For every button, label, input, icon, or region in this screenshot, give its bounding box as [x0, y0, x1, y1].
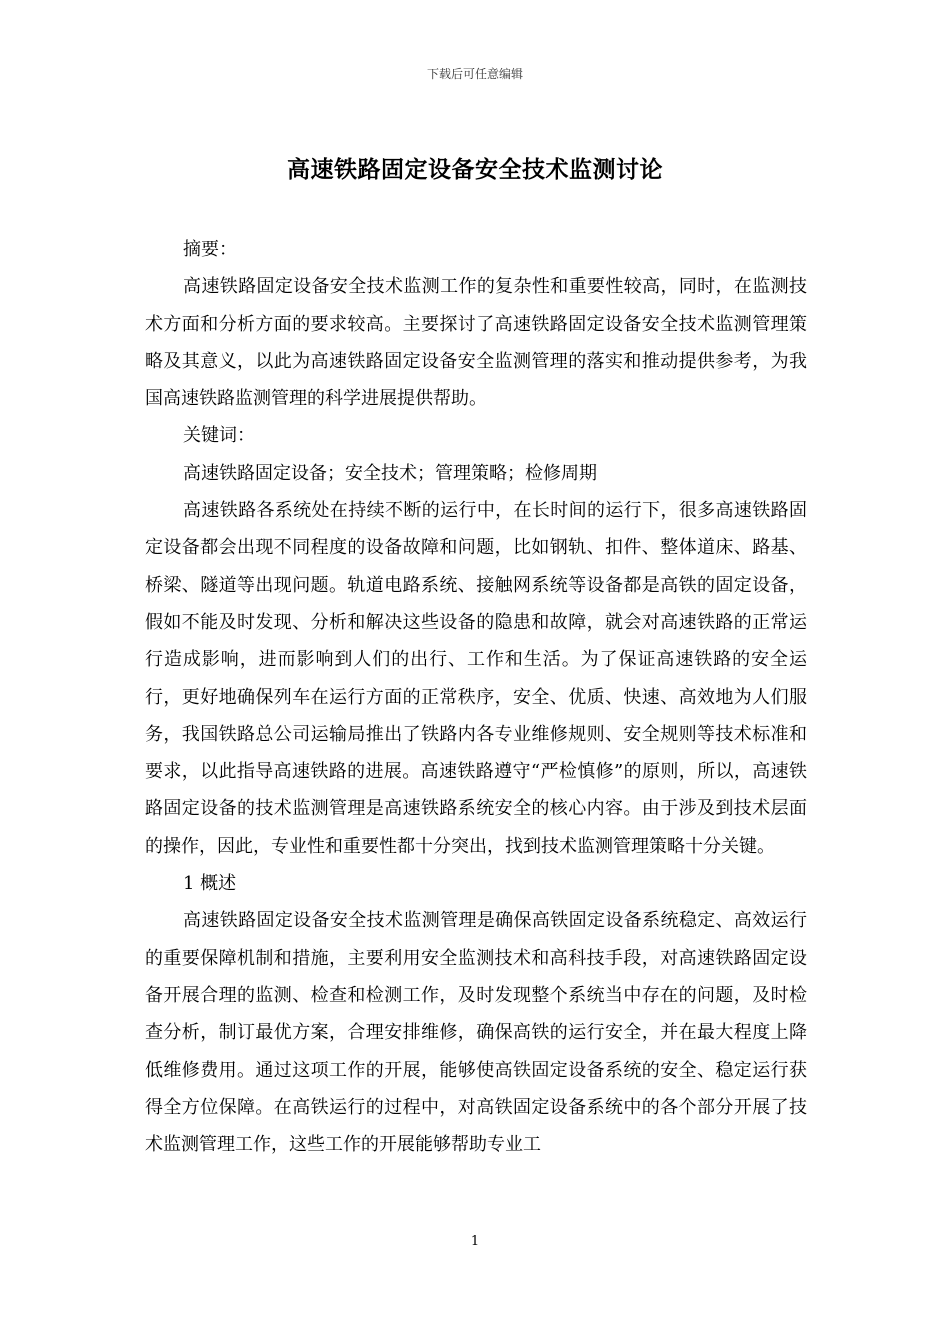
intro-paragraph: 高速铁路各系统处在持续不断的运行中，在长时间的运行下，很多高速铁路固定设备都会出现不同程度的设备故障和问题，比如钢轨、扣件、整体道床、路基、桥梁、隧道等出现问题。轨道电路系统、接触网系统等设备都是高铁的固定设备，假如不能及时发现、分析和解决这些设备的隐患和故障，就会对高速铁路的正常运行造成影响，进而影响到人们的出行、工作和生活。为了保证高速铁路的安全运行，更好地确保列车在运行方面的正常秩序，安全、优质、快速、高效地为人们服务，我国铁路总公司运输局推出了铁路内各专业维修规则、安全规则等技术标准和要求，以此指导高速铁路的进展。高速铁路遵守“严检慎修”的原则，所以，高速铁路固定设备的技术监测管理是高速铁路系统安全的核心内容。由于涉及到技术层面的操作，因此，专业性和重要性都十分突出，找到技术监测管理策略十分关键。: [145, 500, 807, 857]
section-1-paragraph: 高速铁路固定设备安全技术监测管理是确保高铁固定设备系统稳定、高效运行的重要保障机制和措施，主要利用安全监测技术和高科技手段，对高速铁路固定设备开展合理的监测、检查和检测工作，及时发现整个系统当中存在的问题，及时检查分析，制订最优方案，合理安排维修，确保高铁的运行安全，并在最大程度上降低维修费用。通过这项工作的开展，能够使高铁固定设备系统的安全、稳定运行获得全方位保障。在高铁运行的过程中，对高铁固定设备系统中的各个部分开展了技术监测管理工作，这些工作的开展能够帮助专业工: [145, 910, 807, 1156]
page-number: 1: [470, 1234, 480, 1249]
document-title: 高速铁路固定设备安全技术监测讨论: [287, 156, 663, 183]
section-1-heading: 1 概述: [183, 873, 237, 895]
keywords-list: 高速铁路固定设备；安全技术；管理策略；检修周期: [183, 462, 597, 484]
keywords-label: 关键词：: [183, 425, 255, 447]
abstract-label: 摘要：: [183, 239, 237, 260]
abstract-paragraph: 高速铁路固定设备安全技术监测工作的复杂性和重要性较高，同时，在监测技术方面和分析方面的要求较高。主要探讨了高速铁路固定设备安全技术监测管理策略及其意义，以此为高速铁路固定设备安全监测管理的落实和推动提供参考，为我国高速铁路监测管理的科学进展提供帮助。: [145, 276, 807, 410]
document-body: [145, 231, 807, 1163]
page-header-note: 下载后可任意编辑: [426, 67, 523, 81]
